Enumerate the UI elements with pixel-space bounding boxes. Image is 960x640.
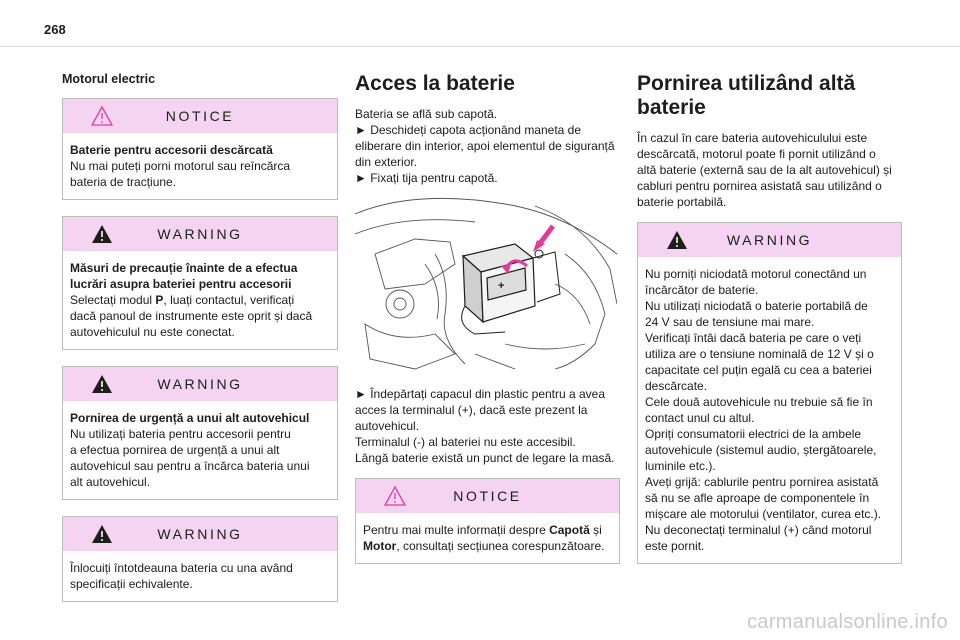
text-line: capacitate cel puțin egală cu cea a bateriei <box>645 363 872 377</box>
warning-box-replace-battery <box>62 516 338 602</box>
text-line: a efectua pornirea de urgență a unui alt <box>70 443 280 457</box>
warning-subtitle: Măsuri de precauție înainte de a efectua <box>70 261 298 275</box>
notice-body <box>63 133 337 199</box>
warning-box-emergency-start <box>62 366 338 500</box>
warning-body <box>638 257 901 563</box>
text-line: Lângă baterie există un punct de legare la masă. <box>355 451 615 465</box>
warning-triangle-outline-icon <box>91 106 113 131</box>
text-line <box>70 292 330 308</box>
warning-subtitle: Pornirea de urgență a unui alt autovehicul <box>70 411 310 425</box>
text-line <box>363 538 612 554</box>
heading-line: baterie <box>637 96 706 119</box>
section-heading-jump-start <box>637 72 902 120</box>
text-line: Nu porniți niciodată motorul conectând un <box>645 267 867 281</box>
text-line: Înlocuiți întotdeauna bateria cu una având <box>70 561 293 575</box>
text-run: Selectați modul <box>70 293 156 307</box>
notice-box-discharged-battery <box>62 98 338 200</box>
column-right <box>637 64 902 580</box>
text-line: descărcate. <box>645 379 708 393</box>
text-line: Aveți grijă: cablurile pentru pornirea asistată <box>645 475 879 489</box>
warning-subtitle: lucrări asupra bateriei pentru accesorii <box>70 277 292 291</box>
text-run: și <box>589 523 602 537</box>
text-line: altă baterie (externă sau de la alt autovehicul) și <box>637 163 892 177</box>
footer-watermark: carmanualsonline.info <box>747 611 948 633</box>
text-line: cabluri pentru pornirea asistată sau utilizând o <box>637 179 882 193</box>
warning-triangle-filled-icon <box>91 524 113 549</box>
text-line: încărcător de baterie. <box>645 283 759 297</box>
text-line: eliberare din interior, apoi elementul de siguranță <box>355 139 615 153</box>
notice-body <box>356 513 619 563</box>
text-line: Nu deconectați terminalul (+) când motorul <box>645 523 872 537</box>
notice-box-more-info <box>355 478 620 564</box>
heading-line: Pornirea utilizând altă <box>637 72 856 95</box>
warning-header <box>63 217 337 251</box>
column-middle <box>355 64 620 580</box>
text-line: autovehicul sau pentru a încărca bateria unui <box>70 459 310 473</box>
instructions-paragraph <box>355 386 620 466</box>
text-line: autovehicul. <box>355 419 420 433</box>
text-line: În cazul în care bateria autovehiculului este <box>637 131 868 145</box>
notice-subtitle: Baterie pentru accesorii descărcată <box>70 143 273 157</box>
text-line: să nu se afle aproape de componentele în <box>645 491 870 505</box>
text-line: Terminalul (-) al bateriei nu este accesibil. <box>355 435 576 449</box>
text-line: Verificați întâi dacă bateria pe care o veți <box>645 331 862 345</box>
text-line: luminile etc.). <box>645 459 716 473</box>
warning-title: WARNING <box>157 526 243 542</box>
warning-body <box>63 401 337 499</box>
text-line: ► Fixați tija pentru capotă. <box>355 171 498 185</box>
warning-triangle-outline-icon <box>384 486 406 511</box>
intro-paragraph <box>355 106 620 186</box>
motor-reference: Motor <box>363 539 397 553</box>
section-heading-battery-access: Acces la baterie <box>355 72 515 95</box>
text-line: Nu mai puteți porni motorul sau reîncărca <box>70 159 291 173</box>
text-run: , consultați secțiunea corespunzătoare. <box>396 539 605 553</box>
warning-triangle-filled-icon <box>91 224 113 249</box>
section-heading-electric-motor: Motorul electric <box>62 72 156 86</box>
warning-box-jump-start <box>637 222 902 564</box>
header-divider <box>0 46 960 47</box>
text-line: autovehicule (sistemul audio, ștergătoarele, <box>645 443 877 457</box>
text-line: alt autovehicul. <box>70 475 151 489</box>
warning-triangle-filled-icon <box>91 374 113 399</box>
notice-title: NOTICE <box>165 108 235 124</box>
notice-title: NOTICE <box>453 488 522 504</box>
intro-paragraph <box>637 130 902 210</box>
text-line: bateria de tracțiune. <box>70 175 177 189</box>
text-line: utiliza are o tensiune nominală de 12 V și o <box>645 347 874 361</box>
warning-triangle-filled-icon <box>666 230 688 255</box>
text-line: din exterior. <box>355 155 418 169</box>
warning-header <box>638 223 901 257</box>
mode-p-label: P <box>155 293 164 307</box>
text-line: Opriți consumatorii electrici de la ambele <box>645 427 862 441</box>
engine-bay-battery-illustration <box>355 194 617 374</box>
text-run: , luați contactul, verificați <box>163 293 295 307</box>
warning-body <box>63 251 337 349</box>
text-line: autovehiculul nu este conectat. <box>70 325 235 339</box>
warning-box-precautions <box>62 216 338 350</box>
warning-header <box>63 367 337 401</box>
text-line: acces la terminalul (+), dacă este prezent la <box>355 403 588 417</box>
hood-reference: Capotă <box>549 523 590 537</box>
text-line: baterie portabilă. <box>637 195 727 209</box>
text-line: specificații echivalente. <box>70 577 193 591</box>
text-line: dacă panoul de instrumente este oprit și dacă <box>70 309 313 323</box>
column-left <box>62 64 338 618</box>
text-line: Bateria se află sub capotă. <box>355 107 498 121</box>
text-line: Nu utilizați niciodată o baterie portabilă de <box>645 299 868 313</box>
warning-header <box>63 517 337 551</box>
text-run: Pentru mai multe informații despre <box>363 523 550 537</box>
text-line: ► Deschideți capota acționând maneta de <box>355 123 582 137</box>
text-line: mișcare ale motorului (ventilator, curea etc.). <box>645 507 882 521</box>
text-line: 24 V sau de tensiune mai mare. <box>645 315 815 329</box>
warning-title: WARNING <box>157 376 243 392</box>
text-line: Cele două autovehicule nu trebuie să fie în <box>645 395 873 409</box>
page-number: 268 <box>44 22 66 37</box>
text-line: ► Îndepărtați capacul din plastic pentru a avea <box>355 387 606 401</box>
warning-title: WARNING <box>726 232 813 248</box>
notice-header <box>63 99 337 133</box>
warning-title: WARNING <box>157 226 243 242</box>
svg-text:+: + <box>498 280 505 292</box>
text-line: Nu utilizați bateria pentru accesorii pentru <box>70 427 291 441</box>
warning-body <box>63 551 337 601</box>
notice-header <box>356 479 619 513</box>
text-line: contact unul cu altul. <box>645 411 755 425</box>
text-line: descărcată, motorul poate fi pornit utilizând o <box>637 147 876 161</box>
text-line: este pornit. <box>645 539 705 553</box>
text-line <box>363 522 612 538</box>
